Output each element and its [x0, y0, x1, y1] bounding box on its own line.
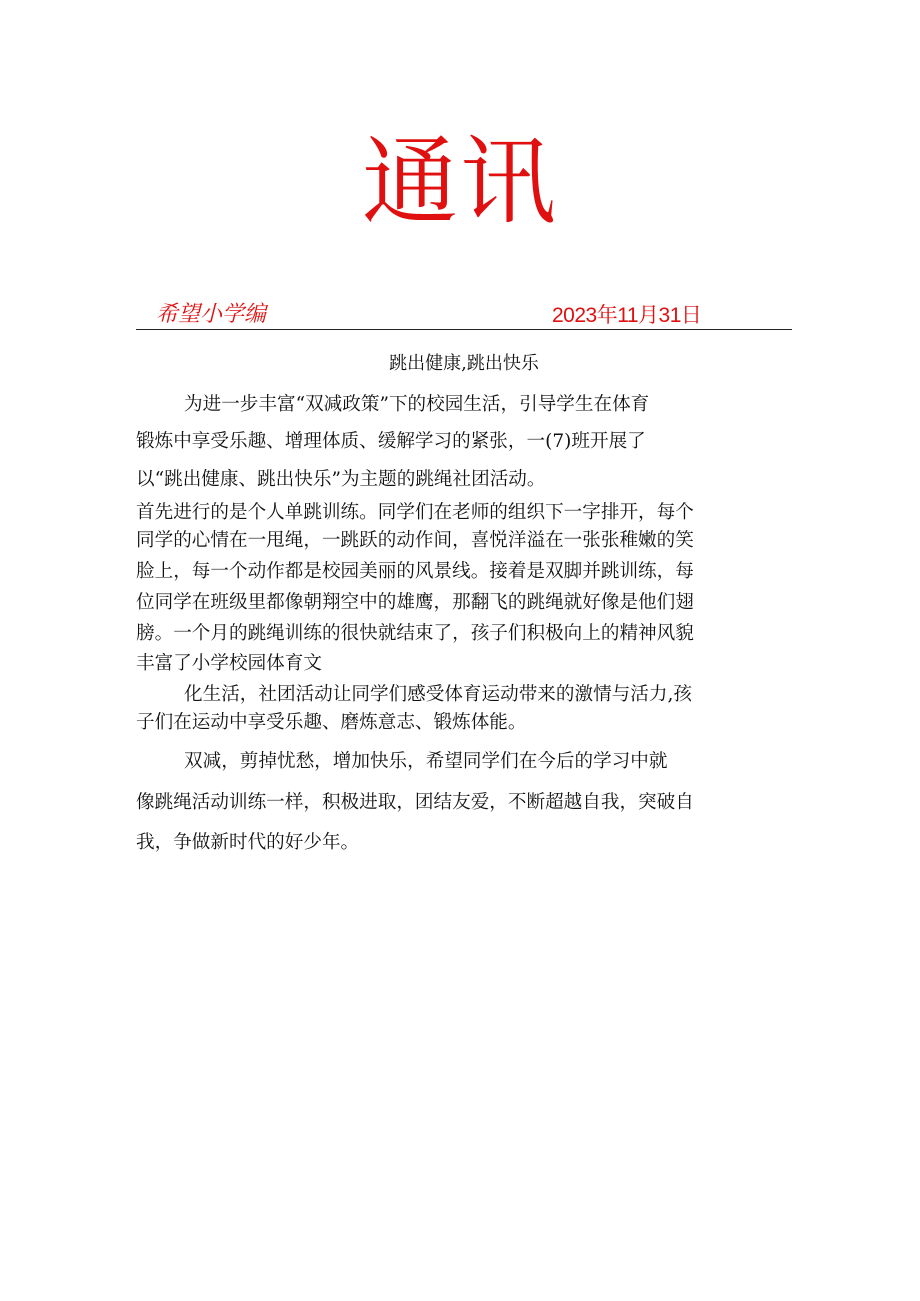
- article-line: 丰富了小学校园体育文: [136, 653, 322, 674]
- article-line: 像跳绳活动训练一样，积极进取，团结友爱，不断超越自我，突破自: [136, 792, 694, 813]
- article-line: 首先进行的是个人单跳训练。同学们在老师的组织下一字排开，每个: [136, 502, 694, 523]
- article-line: 以“跳出健康、跳出快乐”为主题的跳绳社团活动。: [136, 469, 546, 490]
- article-line: 我，争做新时代的好少年。: [136, 832, 360, 853]
- newsletter-title: 通讯: [362, 126, 558, 238]
- article-line: 同学的心情在一甩绳，一跳跃的动作间，喜悦洋溢在一张张稚嫩的笑: [136, 530, 694, 551]
- article-line: 位同学在班级里都像朝翔空中的雄鹰，那翻飞的跳绳就好像是他们翅: [136, 592, 694, 613]
- article-line: 子们在运动中享受乐趣、磨炼意志、锻炼体能。: [136, 712, 527, 733]
- article-headline: 跳出健康,跳出快乐: [389, 353, 539, 374]
- article-line: 为进一步丰富“双减政策”下的校园生活，引导学生在体育: [184, 394, 650, 415]
- article-line: 双减，剪掉忧愁，增加快乐，希望同学们在今后的学习中就: [184, 751, 668, 772]
- article-line: 脸上，每一个动作都是校园美丽的风景线。接着是双脚并跳训练，每: [136, 561, 694, 582]
- article-line: 锻炼中享受乐趣、增理体质、缓解学习的紧张，一(7)班开展了: [136, 431, 646, 452]
- issue-date: 2023年11月31日: [552, 304, 702, 327]
- publisher-byline: 希望小学编: [156, 302, 267, 327]
- header-divider: [136, 329, 792, 330]
- article-line: 化生活，社团活动让同学们感受体育运动带来的激情与活力,孩: [184, 684, 692, 705]
- article-line: 膀。一个月的跳绳训练的很快就结束了，孩子们积极向上的精神风貌: [136, 623, 694, 644]
